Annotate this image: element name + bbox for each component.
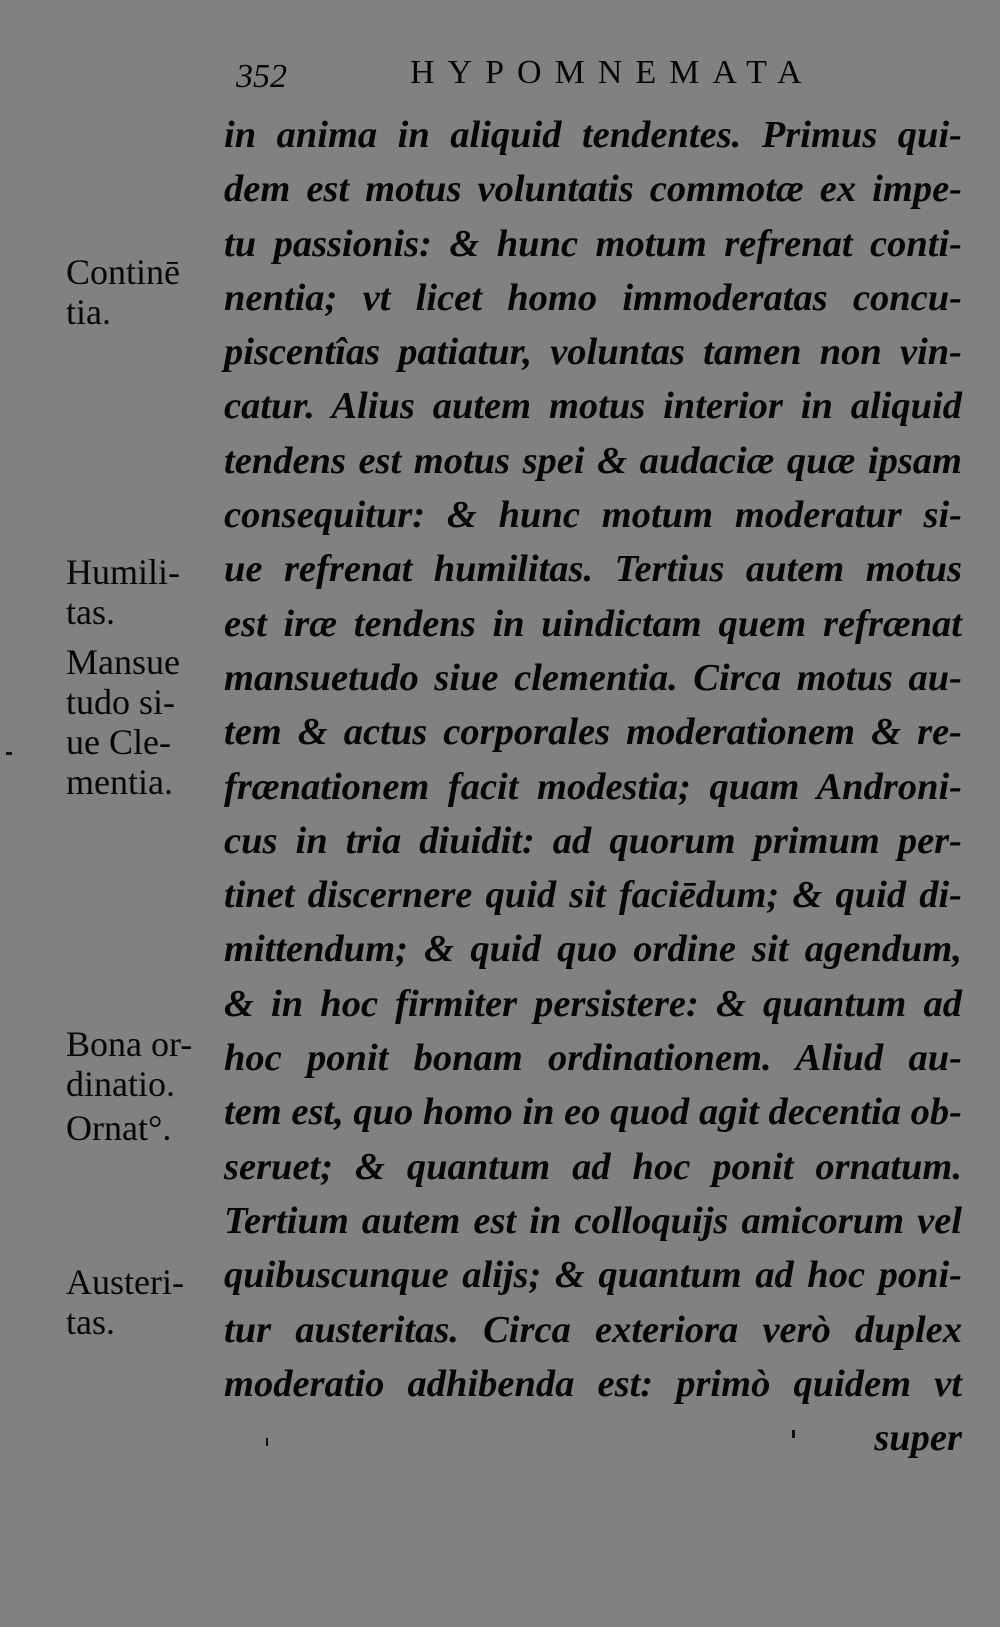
page-header (232, 48, 822, 98)
text-line: hoc ponit bonam ordinationem. Aliud au- (224, 1037, 962, 1080)
text-line: moderatio adhibenda est: primò quidem vt (224, 1362, 962, 1405)
text-line: in anima in aliquid tendentes. Primus qui- (224, 114, 962, 156)
text-line: seruet; & quantum ad hoc ponit ornatum. (224, 1145, 962, 1188)
text-line: tinet discernere quid sit faciēdum; & quid di- (224, 874, 962, 917)
margin-note-humilitas: Humili- tas. (66, 552, 180, 632)
ink-speck (792, 1430, 795, 1438)
running-title: HYPOMNEMATA (410, 54, 815, 91)
text-line: catur. Alius autem motus interior in aliquid (224, 385, 962, 428)
margin-note-ornatus: Ornat°. (66, 1108, 172, 1148)
text-line: consequitur: & hunc motum moderatur si- (224, 494, 962, 537)
text-line: tem est, quo homo in eo quod agit decentia ob- (224, 1091, 962, 1134)
text-line: piscentîas patiatur, voluntas tamen non vin- (224, 331, 962, 374)
catchword: super (874, 1417, 962, 1460)
text-line: Tertium autem est in colloquijs amicorum vel (224, 1199, 962, 1242)
text-line: dem est motus voluntatis commotæ ex impe- (224, 168, 962, 211)
page-number: 352 (236, 58, 287, 95)
margin-note-continentia: Continē tia. (66, 252, 180, 332)
text-line: ue refrenat humilitas. Tertius autem motus (224, 548, 962, 591)
text-line: est iræ tendens in uindictam quem refrænat (224, 602, 962, 645)
text-line: tu passionis: & hunc motum refrenat conti- (224, 222, 962, 265)
text-line: mittendum; & quid quo ordine sit agendum, (224, 928, 962, 971)
text-line: tur austeritas. Circa exteriora verò duplex (224, 1308, 962, 1351)
margin-note-mansuetudo: Mansue tudo si- ue Cle- mentia. (66, 642, 180, 802)
text-line: quibuscunque alijs; & quantum ad hoc poni- (224, 1254, 962, 1297)
margin-note-bona-ordinatio: Bona or- dinatio. (66, 1024, 193, 1104)
text-line: frænationem facit modestia; quam Androni- (224, 765, 962, 808)
text-line: mansuetudo siue clementia. Circa motus au- (224, 656, 962, 699)
margin-note-austeritas: Austeri- tas. (66, 1262, 184, 1342)
text-line: & in hoc firmiter persistere: & quantum ad (224, 982, 962, 1025)
ink-speck (6, 752, 12, 755)
ink-speck (266, 1438, 268, 1446)
text-line: tendens est motus spei & audaciæ quæ ipsam (224, 439, 962, 482)
text-line: nentia; vt licet homo immoderatas concu- (224, 276, 962, 319)
main-text-block (224, 108, 962, 1465)
text-line: tem & actus corporales moderationem & re- (224, 711, 962, 754)
text-line: cus in tria diuidit: ad quorum primum per- (224, 819, 962, 862)
